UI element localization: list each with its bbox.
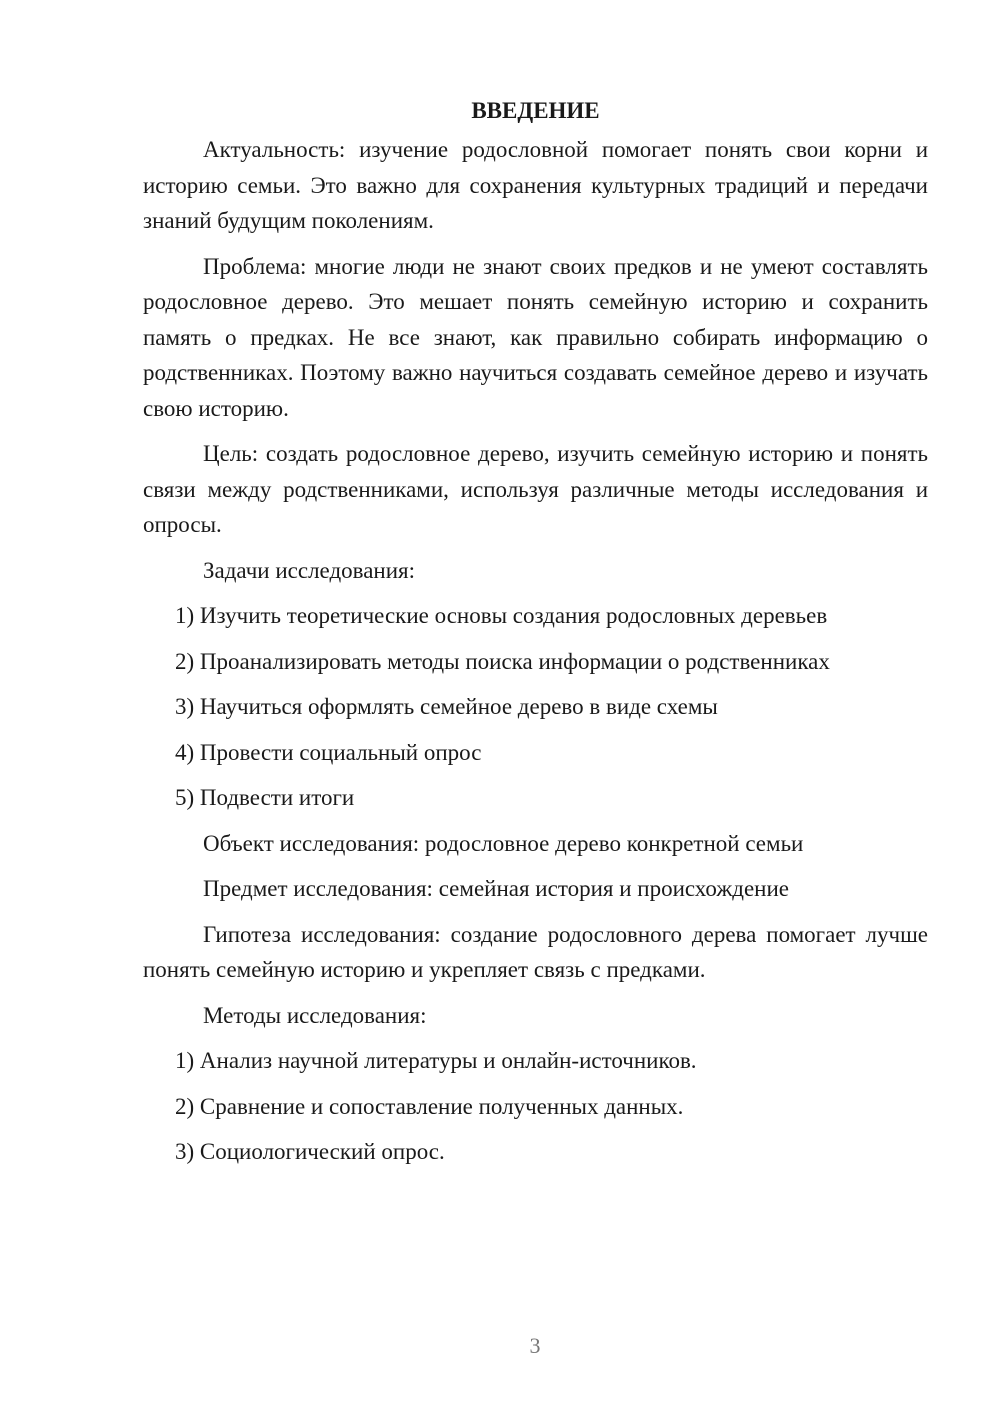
object-line: Объект исследования: родословное дерево конкретной семьи bbox=[203, 830, 804, 856]
list-item: 1) Изучить теоретические основы создания родословных деревьев bbox=[175, 603, 828, 628]
problem-paragraph: Проблема: многие люди не знают своих предков и не умеют составлять родословное дерево. Это мешает понять семейную историю и сохранить память о предках. Не все знают, как правильно собирать информацию о родственниках. Поэтому важно научиться создавать семейное дерево и изучать свою историю. bbox=[143, 253, 928, 421]
methods-heading: Методы исследования: bbox=[203, 1002, 427, 1028]
hypothesis-paragraph: Гипотеза исследования: создание родословного дерева помогает лучше понять семейную историю и укрепляет связь с предками. bbox=[143, 921, 928, 982]
relevance-paragraph: Актуальность: изучение родословной помогает понять свои корни и историю семьи. Это важно для сохранения культурных традиций и передачи знаний будущим поколениям. bbox=[143, 137, 928, 233]
list-item: 3) Социологический опрос. bbox=[175, 1139, 445, 1164]
methods-list bbox=[143, 1043, 928, 1170]
list-item: 1) Анализ научной литературы и онлайн-источников. bbox=[175, 1048, 697, 1073]
tasks-heading: Задачи исследования: bbox=[203, 557, 416, 583]
page-number: 3 bbox=[529, 1333, 541, 1358]
list-item: 5) Подвести итоги bbox=[175, 785, 355, 810]
list-item: 3) Научиться оформлять семейное дерево в виде схемы bbox=[175, 694, 718, 719]
goal-paragraph: Цель: создать родословное дерево, изучить семейную историю и понять связи между родственниками, используя различные методы исследования и опросы. bbox=[143, 441, 928, 537]
list-item: 2) Сравнение и сопоставление полученных данных. bbox=[175, 1093, 684, 1119]
document-page bbox=[143, 96, 928, 1180]
subject-line: Предмет исследования: семейная история и происхождение bbox=[203, 876, 789, 901]
page-title: ВВЕДЕНИЕ bbox=[471, 98, 600, 123]
list-item: 2) Проанализировать методы поиска информации о родственниках bbox=[175, 648, 830, 674]
tasks-list bbox=[143, 598, 928, 816]
list-item: 4) Провести социальный опрос bbox=[175, 739, 482, 765]
